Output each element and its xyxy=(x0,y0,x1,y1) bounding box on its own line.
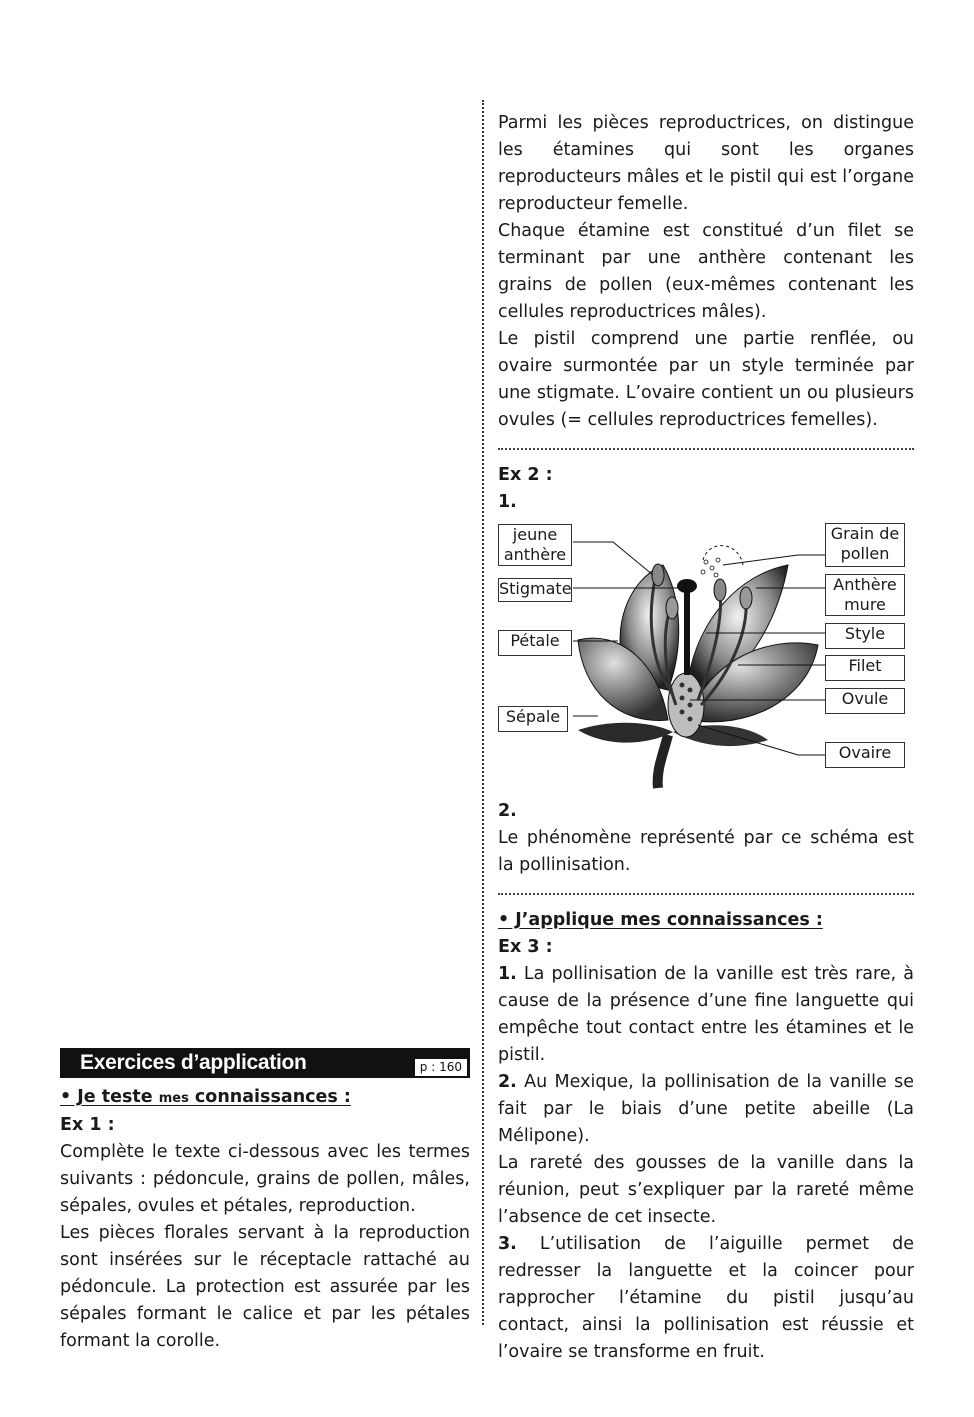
paragraph-etamine: Chaque étamine est constitué d’un filet se terminant par une anthère contenant les grains de pollen (eux-mêmes contenant les cellules reproductrices mâles). xyxy=(498,221,914,322)
je-teste-part-c: connaissances : xyxy=(188,1087,351,1107)
je-teste-part-a: • Je teste xyxy=(60,1087,159,1107)
paragraph-pistil: Le pistil comprend une partie renflée, ou ovaire surmontée par un style terminée par une stigmate. L’ovaire contient un ou plusieurs ovules (= cellules reproductrices femelles). xyxy=(498,329,914,430)
label-grain-pollen: Grain de pollen xyxy=(825,523,905,567)
ex2-q2-answer: Le phénomène représenté par ce schéma est la pollinisation. xyxy=(498,828,914,875)
ex3-answer-2b: La rareté des gousses de la vanille dans la réunion, peut s’expliquer par la rareté même l’absence de cet insecte. xyxy=(498,1153,914,1227)
ex3-text-1: La pollinisation de la vanille est très rare, à cause de la présence d’une fine languette qui empêche tout contact entre les étamines et le pistil. xyxy=(498,964,914,1065)
ex2-q1-number: 1. xyxy=(498,492,517,512)
exercises-banner xyxy=(60,1048,470,1078)
right-column xyxy=(498,110,914,1366)
ex1-heading: Ex 1 : xyxy=(60,1115,115,1135)
dotted-separator xyxy=(498,448,914,450)
ex3-num-1: 1. xyxy=(498,964,517,984)
ex3-num-2: 2. xyxy=(498,1072,517,1092)
ex1-instructions: Complète le texte ci-dessous avec les termes suivants : pédoncule, grains de pollen, mâles, sépales, ovules et pétales, reproduction. xyxy=(60,1142,470,1216)
label-ovaire: Ovaire xyxy=(825,742,905,768)
ex3-num-3: 3. xyxy=(498,1234,517,1254)
ex3-text-3: L’utilisation de l’aiguille permet de redresser la languette et la coincer pour rapprocher l’étamine du pistil jusqu’au contact, ainsi la pollinisation est réussie et l’ovaire se transforme en fruit. xyxy=(498,1234,914,1362)
ex3-answer-3 xyxy=(498,1231,914,1366)
japplique-heading: • J’applique mes connaissances : xyxy=(498,910,823,930)
column-divider xyxy=(482,100,484,1325)
label-jeune-anthere: jeune anthère xyxy=(498,524,572,566)
label-style: Style xyxy=(825,623,905,649)
label-petale: Pétale xyxy=(498,630,572,656)
flower-diagram xyxy=(498,520,914,790)
label-anthere-mure: Anthère mure xyxy=(825,574,905,616)
ex3-answer-1 xyxy=(498,961,914,1069)
banner-title: Exercices d’application xyxy=(80,1051,307,1074)
ex1-text: Les pièces florales servant à la reproduction sont insérées sur le réceptacle rattaché au pédoncule. La protection est assurée par les sépales formant le calice et par les pétales formant la corolle. xyxy=(60,1223,470,1351)
ex2-heading: Ex 2 : xyxy=(498,465,553,485)
banner-page-ref: p : 160 xyxy=(414,1058,468,1077)
ex3-answer-2 xyxy=(498,1069,914,1150)
ex3-heading: Ex 3 : xyxy=(498,937,553,957)
left-column xyxy=(60,1048,470,1355)
ex2-q2-number: 2. xyxy=(498,801,517,821)
dotted-separator xyxy=(498,893,914,895)
je-teste-part-b: mes xyxy=(158,1091,189,1106)
je-teste-heading xyxy=(60,1084,470,1112)
label-stigmate: Stigmate xyxy=(498,578,572,602)
label-filet: Filet xyxy=(825,655,905,681)
label-sepale: Sépale xyxy=(498,706,568,732)
ex3-text-2: Au Mexique, la pollinisation de la vanille se fait par le biais d’une petite abeille (La Mélipone). xyxy=(498,1072,914,1146)
paragraph-reproductive-parts: Parmi les pièces reproductrices, on distingue les étamines qui sont les organes reproducteurs mâles et le pistil qui est l’organe reproducteur femelle. xyxy=(498,113,914,214)
label-ovule: Ovule xyxy=(825,688,905,714)
